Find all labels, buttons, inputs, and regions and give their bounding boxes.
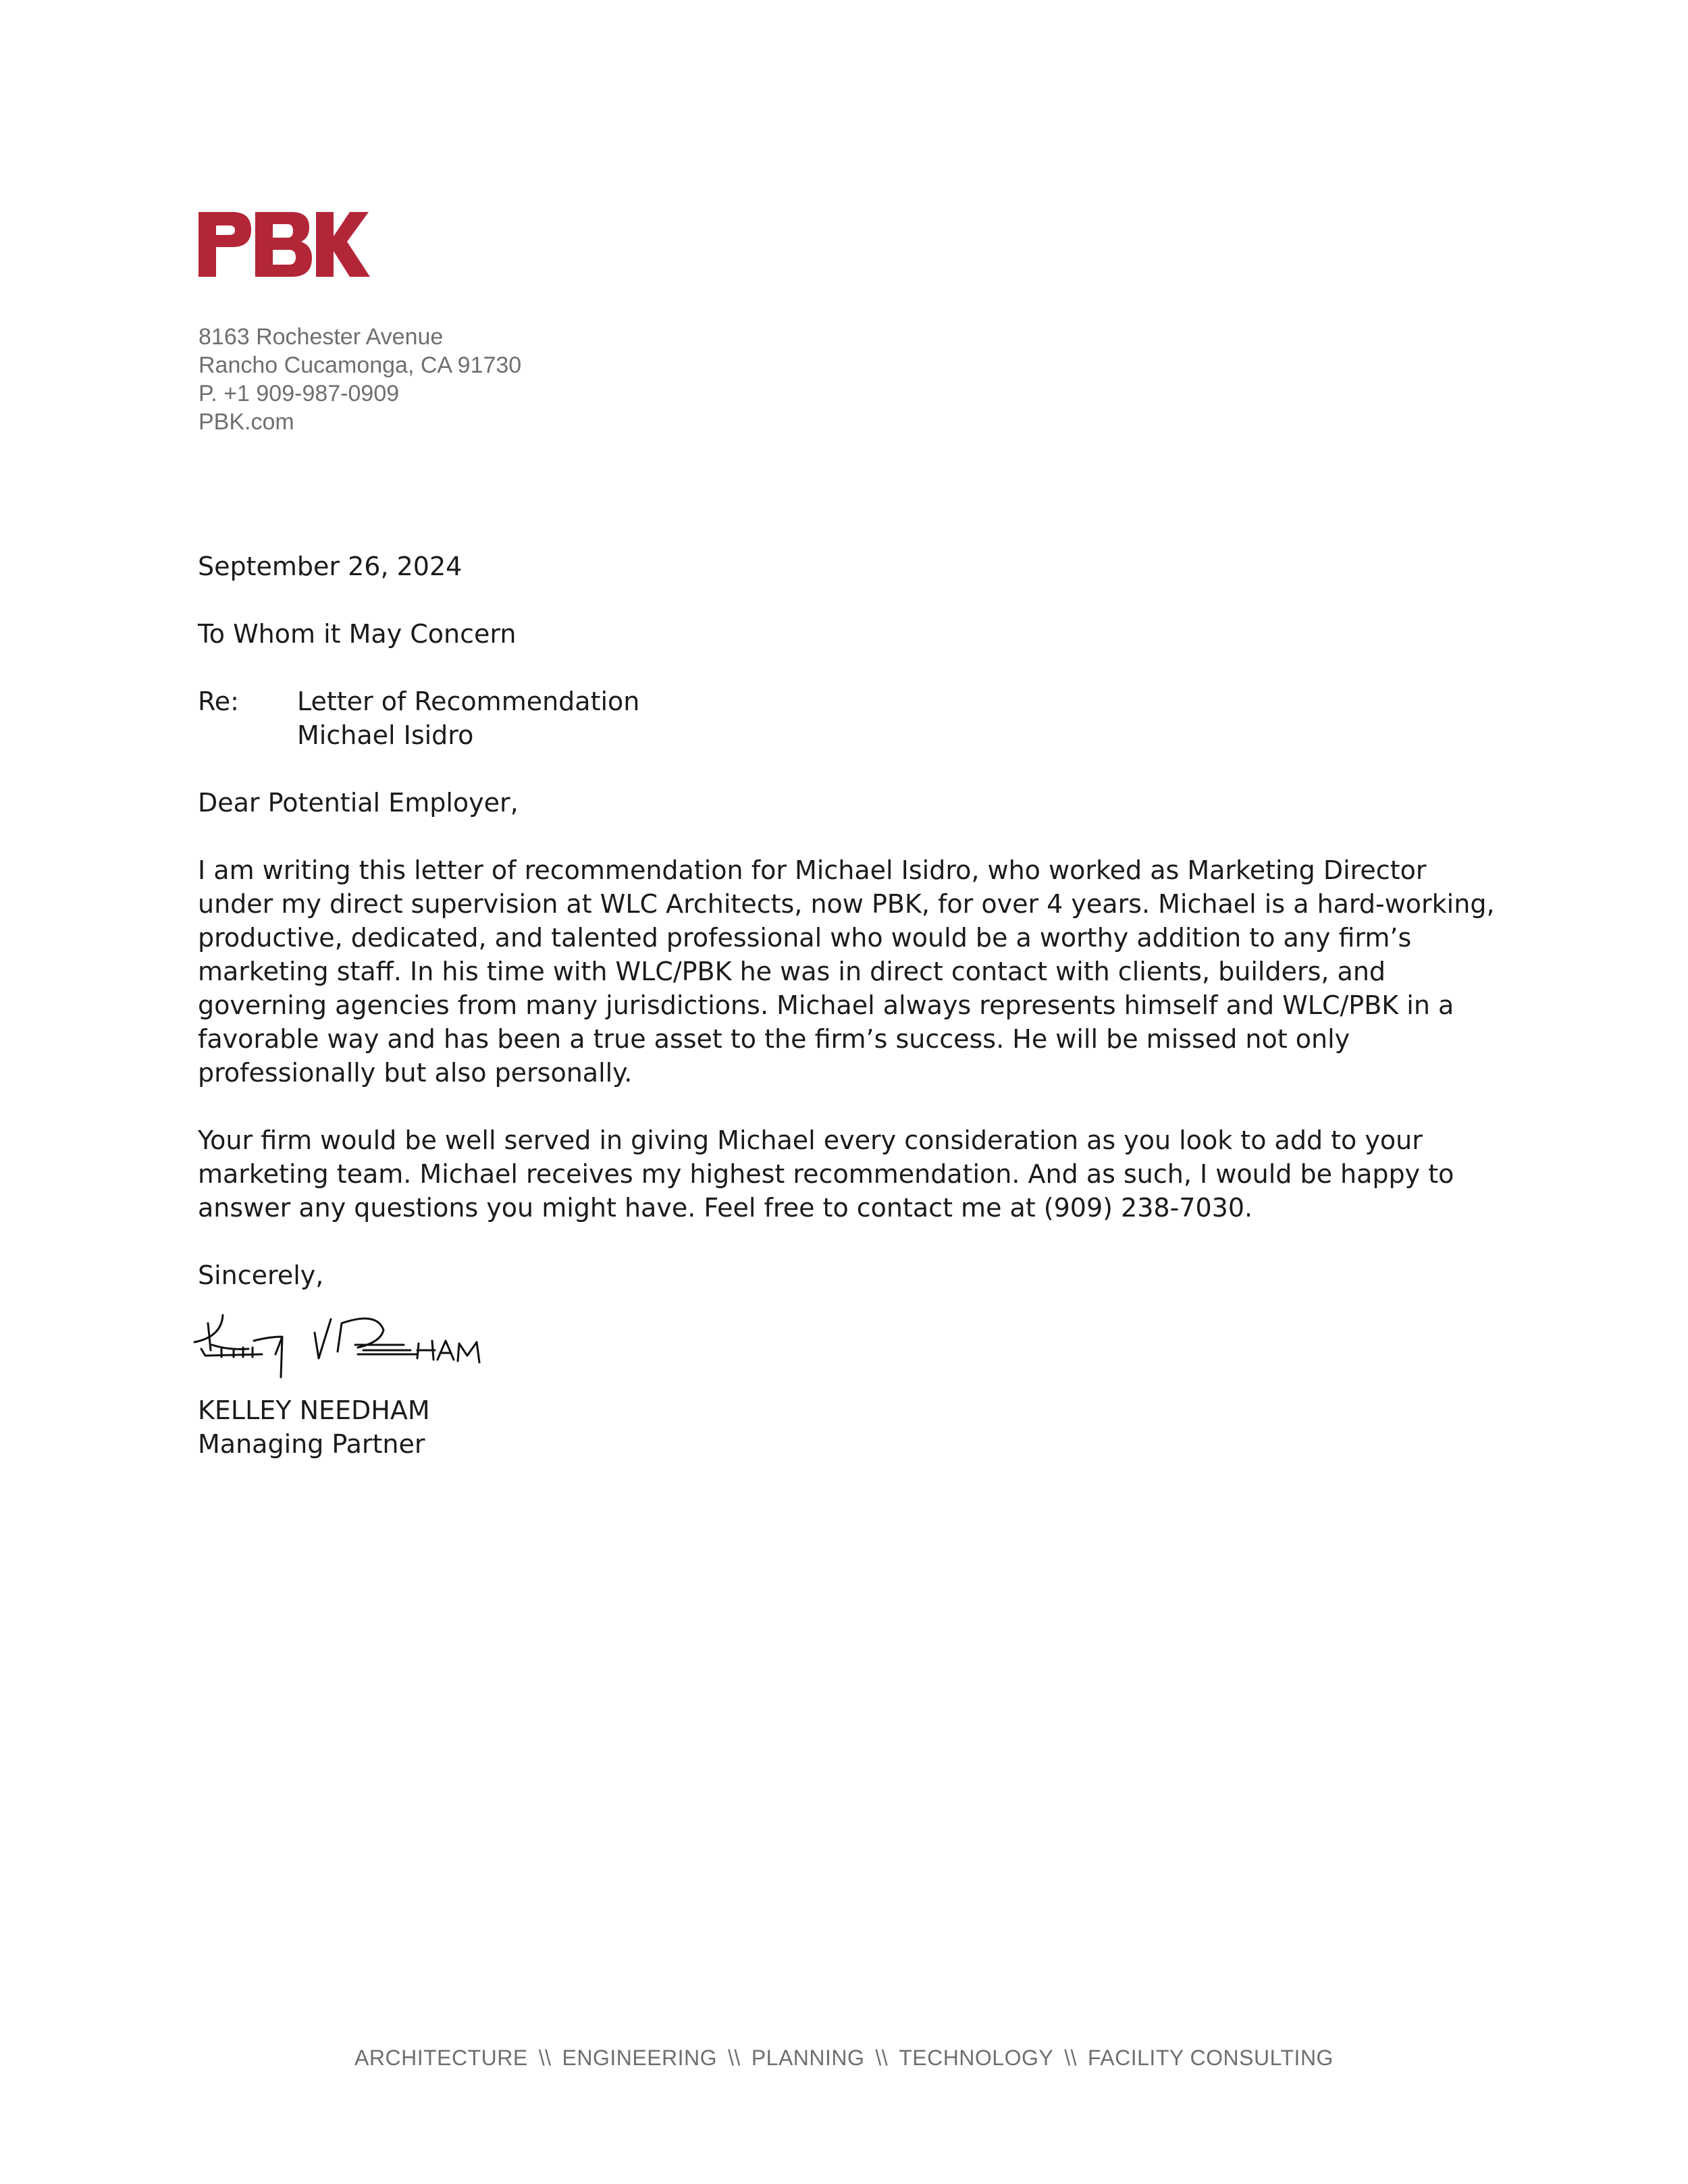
address-phone: P. +1 909-987-0909 <box>199 381 400 406</box>
body-paragraph-2 <box>198 1123 1501 1225</box>
signer-title: Managing Partner <box>198 1429 425 1459</box>
pbk-logo <box>197 209 370 279</box>
re-label: Re: <box>198 687 239 716</box>
footer-separator: \\ <box>538 2046 552 2070</box>
handwritten-signature <box>181 1303 546 1404</box>
re-lines <box>297 685 639 752</box>
footer-service: ARCHITECTURE <box>354 2046 528 2070</box>
address-city-line: Rancho Cucamonga, CA 91730 <box>199 352 522 378</box>
body-paragraph-1-text: I am writing this letter of recommendation for Michael Isidro, who worked as Marketing Director under my direct supervision at WLC Architects, now PBK, for over 4 years. Michael is a hard-working, productive, dedicated, and talented professional who would be a worthy addition to any firm’s marketing staff. In his time with WLC/PBK he was in direct contact with clients, builders, and governing agencies from many jurisdictions. Michael always represents himself and WLC/PBK in a favorable way and has been a true asset to the firm’s success. He will be missed not only professionally but also personally. <box>198 855 1495 1088</box>
signer-block <box>198 1393 430 1461</box>
letter-recipient: To Whom it May Concern <box>198 619 517 649</box>
letterhead-address <box>199 323 521 436</box>
footer-service: PLANNING <box>751 2046 865 2070</box>
logo-letter-b <box>255 212 312 277</box>
footer-service: TECHNOLOGY <box>899 2046 1054 2070</box>
logo-letter-k <box>316 212 370 277</box>
letter-date: September 26, 2024 <box>198 552 463 581</box>
re-name: Michael Isidro <box>297 720 474 750</box>
re-subject: Letter of Recommendation <box>297 687 640 716</box>
footer-services <box>0 2046 1688 2071</box>
address-street: 8163 Rochester Avenue <box>199 324 444 350</box>
footer-service: ENGINEERING <box>562 2046 718 2070</box>
footer-separator: \\ <box>1064 2046 1077 2070</box>
letter-greeting: Dear Potential Employer, <box>198 788 519 818</box>
body-paragraph-2-text: Your firm would be well served in giving Michael every consideration as you look to add to your marketing team. Michael receives my highest recommendation. And as such, I would be happy to answer any questions you might have. Feel free to contact me at (909) 238-7030. <box>198 1125 1454 1223</box>
footer-separator: \\ <box>728 2046 741 2070</box>
body-paragraph-1 <box>198 853 1501 1090</box>
footer-separator: \\ <box>875 2046 889 2070</box>
footer-service: FACILITY CONSULTING <box>1088 2046 1334 2070</box>
logo-letter-p <box>199 212 251 277</box>
signer-name: KELLEY NEEDHAM <box>198 1395 430 1425</box>
address-website: PBK.com <box>199 409 294 435</box>
letter-closing: Sincerely, <box>198 1260 324 1290</box>
